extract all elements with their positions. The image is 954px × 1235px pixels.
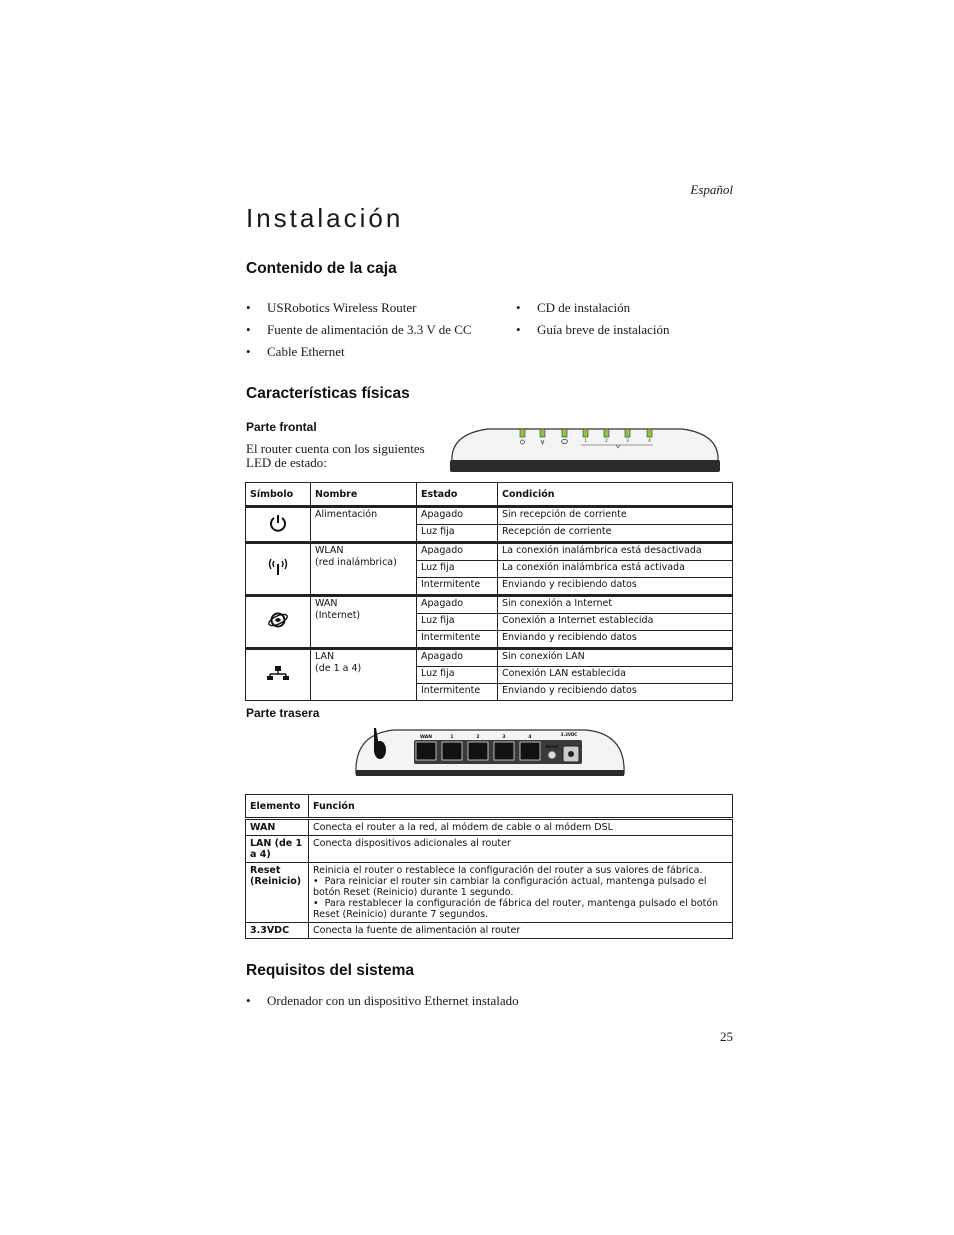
port-element: WAN bbox=[246, 819, 309, 836]
port-function-text: Reinicia el router o restablece la configuración del router a sus valores de fábrica. bbox=[313, 865, 703, 876]
rear-ports-table bbox=[245, 794, 733, 939]
list-item: • CD de instalación bbox=[516, 299, 726, 321]
led-name-line: WAN bbox=[315, 598, 338, 609]
column-header: Función bbox=[309, 795, 733, 819]
led-name-line: LAN bbox=[315, 651, 335, 662]
rear-port-label: 1 bbox=[450, 735, 454, 740]
requirements-list bbox=[246, 992, 646, 1014]
led-state: Intermitente bbox=[417, 684, 498, 701]
led-name-line: (red inalámbrica) bbox=[315, 557, 397, 568]
front-port-label: 4 bbox=[648, 438, 651, 443]
column-header: Condición bbox=[498, 483, 733, 507]
power-jack bbox=[568, 751, 574, 757]
led-name-line: WLAN bbox=[315, 545, 344, 556]
led-name-line: (de 1 a 4) bbox=[315, 663, 362, 674]
table-row bbox=[246, 507, 733, 525]
column-header: Estado bbox=[417, 483, 498, 507]
rear-port-label: 4 bbox=[528, 735, 532, 740]
led-condition: Enviando y recibiendo datos bbox=[498, 684, 733, 701]
rear-port-label: WAN bbox=[419, 735, 433, 740]
power-icon bbox=[268, 513, 288, 533]
front-heading: Parte frontal bbox=[246, 420, 317, 434]
led-state: Intermitente bbox=[417, 578, 498, 596]
led-state: Apagado bbox=[417, 507, 498, 525]
antenna bbox=[374, 741, 386, 759]
led-state: Luz fija bbox=[417, 667, 498, 684]
led-state: Apagado bbox=[417, 596, 498, 614]
table-row bbox=[246, 863, 733, 923]
led-name bbox=[311, 543, 417, 596]
column-header: Símbolo bbox=[246, 483, 311, 507]
led-state: Luz fija bbox=[417, 525, 498, 543]
led-condition: Enviando y recibiendo datos bbox=[498, 578, 733, 596]
rear-port-label: 3.3VDC bbox=[560, 732, 578, 737]
list-item: • Fuente de alimentación de 3.3 V de CC bbox=[246, 321, 506, 343]
port-function-bullet: • Para reiniciar el router sin cambiar la configuración actual, mantenga pulsado el botón Reset (Reinicio) durante 1 segundo. bbox=[313, 876, 707, 898]
table-row bbox=[246, 543, 733, 561]
language-label: Español bbox=[690, 182, 733, 197]
led-condition: Sin conexión LAN bbox=[498, 649, 733, 667]
port-function: Conecta el router a la red, al módem de cable o al módem DSL bbox=[309, 819, 733, 836]
led-state: Apagado bbox=[417, 543, 498, 561]
front-port-label: 3 bbox=[626, 438, 629, 443]
lan-icon bbox=[267, 665, 289, 681]
led-name-line: (Internet) bbox=[315, 610, 361, 621]
led-name bbox=[311, 596, 417, 649]
box-contents-left-list bbox=[246, 299, 506, 365]
requirements-heading: Requisitos del sistema bbox=[246, 962, 414, 979]
list-item: • Guía breve de instalación bbox=[516, 321, 726, 343]
port-element: Reset (Reinicio) bbox=[246, 863, 309, 923]
led-condition: Enviando y recibiendo datos bbox=[498, 631, 733, 649]
rear-heading: Parte trasera bbox=[246, 706, 320, 720]
internet-icon bbox=[267, 610, 289, 630]
column-header: Elemento bbox=[246, 795, 309, 819]
port-element: 3.3VDC bbox=[246, 923, 309, 939]
rear-port-label: 3 bbox=[502, 735, 506, 740]
led-state: Intermitente bbox=[417, 631, 498, 649]
rear-port-label: 2 bbox=[476, 735, 480, 740]
table-row bbox=[246, 923, 733, 939]
box-contents-right-list bbox=[516, 299, 726, 343]
led-condition: La conexión inalámbrica está desactivada bbox=[498, 543, 733, 561]
led-condition: Sin conexión a Internet bbox=[498, 596, 733, 614]
symbol-cell bbox=[246, 507, 311, 543]
symbol-cell bbox=[246, 596, 311, 649]
table-header-row bbox=[246, 483, 733, 507]
physical-heading: Características físicas bbox=[246, 385, 410, 402]
led-status-table bbox=[245, 482, 733, 701]
page-number: 25 bbox=[720, 1029, 733, 1044]
table-row bbox=[246, 836, 733, 863]
led-condition: Conexión a Internet establecida bbox=[498, 614, 733, 631]
port-function: Conecta la fuente de alimentación al router bbox=[309, 923, 733, 939]
port-function-bullet: • Para restablecer la configuración de fábrica del router, mantenga pulsado el botón Reset (Reinicio) durante 7 segundos. bbox=[313, 898, 719, 920]
rear-port-label: Reset bbox=[545, 744, 559, 749]
router-front-illustration bbox=[448, 426, 722, 474]
led-state: Luz fija bbox=[417, 561, 498, 578]
front-port-label: 1 bbox=[584, 438, 587, 443]
table-row bbox=[246, 596, 733, 614]
table-header-row bbox=[246, 795, 733, 819]
symbol-cell bbox=[246, 649, 311, 701]
wireless-icon bbox=[268, 557, 288, 577]
router-rear-illustration bbox=[354, 724, 626, 778]
port-element: LAN (de 1 a 4) bbox=[246, 836, 309, 863]
page-title: Instalación bbox=[246, 203, 404, 233]
led-name: Alimentación bbox=[311, 507, 417, 543]
led-condition: Recepción de corriente bbox=[498, 525, 733, 543]
table-row bbox=[246, 819, 733, 836]
list-item: • USRobotics Wireless Router bbox=[246, 299, 506, 321]
port-function bbox=[309, 863, 733, 923]
port-function: Conecta dispositivos adicionales al router bbox=[309, 836, 733, 863]
box-contents-heading: Contenido de la caja bbox=[246, 260, 397, 277]
list-item: • Cable Ethernet bbox=[246, 343, 506, 365]
list-item: • Ordenador con un dispositivo Ethernet instalado bbox=[246, 992, 646, 1014]
front-intro: El router cuenta con los siguientes LED de estado: bbox=[246, 441, 425, 470]
front-port-label: 2 bbox=[605, 438, 608, 443]
led-condition: Sin recepción de corriente bbox=[498, 507, 733, 525]
led-condition: Conexión LAN establecida bbox=[498, 667, 733, 684]
table-row bbox=[246, 649, 733, 667]
column-header: Nombre bbox=[311, 483, 417, 507]
reset-button bbox=[548, 751, 556, 759]
led-condition: La conexión inalámbrica está activada bbox=[498, 561, 733, 578]
led-name bbox=[311, 649, 417, 701]
symbol-cell bbox=[246, 543, 311, 596]
led-state: Luz fija bbox=[417, 614, 498, 631]
led-state: Apagado bbox=[417, 649, 498, 667]
